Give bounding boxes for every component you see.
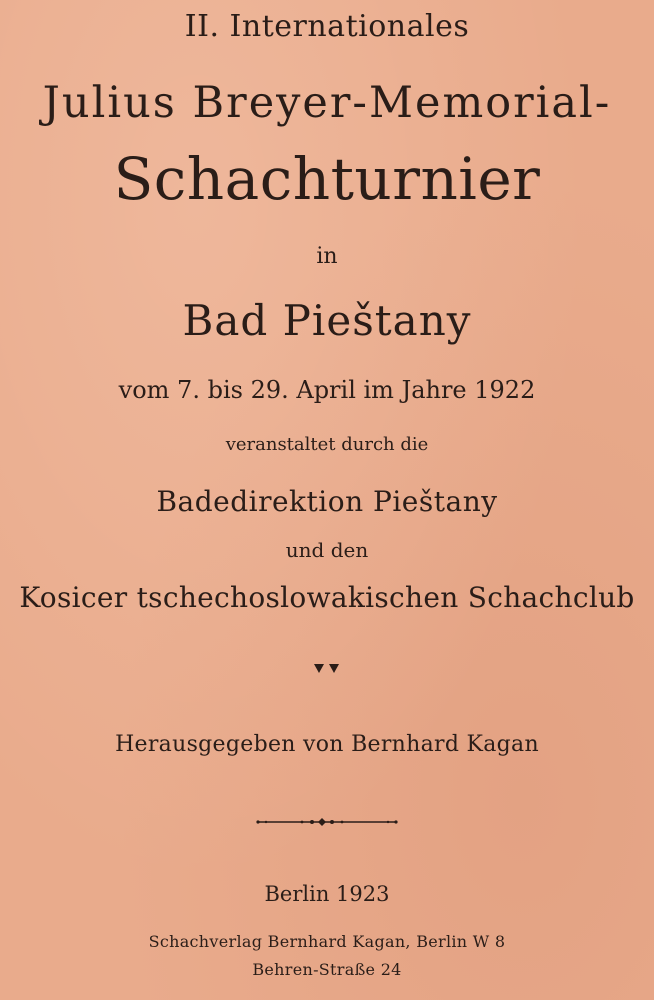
publisher-line: Schachverlag Bernhard Kagan, Berlin W 8 bbox=[148, 932, 506, 951]
rule-ornament-icon bbox=[0, 814, 654, 830]
title-line-in: in bbox=[316, 244, 338, 269]
place-year: Berlin 1923 bbox=[264, 882, 390, 906]
title-line-memorial: Julius Breyer-Memorial- bbox=[42, 78, 612, 128]
title-line-schachturnier: Schachturnier bbox=[113, 145, 541, 213]
editor-line: Herausgegeben von Bernhard Kagan bbox=[115, 732, 539, 757]
title-line-internationales: II. Internationales bbox=[184, 9, 470, 44]
dotted-rule-ornament bbox=[0, 814, 654, 830]
address-line: Behren-Straße 24 bbox=[252, 960, 402, 979]
triangles-ornament-icon bbox=[312, 663, 342, 675]
title-line-and: und den bbox=[285, 538, 369, 562]
title-line-organizer-1: Badedirektion Pieštany bbox=[156, 485, 498, 518]
title-line-location: Bad Pieštany bbox=[182, 296, 472, 345]
title-line-dates: vom 7. bis 29. April im Jahre 1922 bbox=[118, 376, 536, 404]
title-line-organizer-2: Kosicer tschechoslowakischen Schachclub bbox=[19, 581, 635, 614]
triangles-ornament bbox=[0, 660, 654, 679]
title-line-organized-by: veranstaltet durch die bbox=[225, 434, 429, 455]
